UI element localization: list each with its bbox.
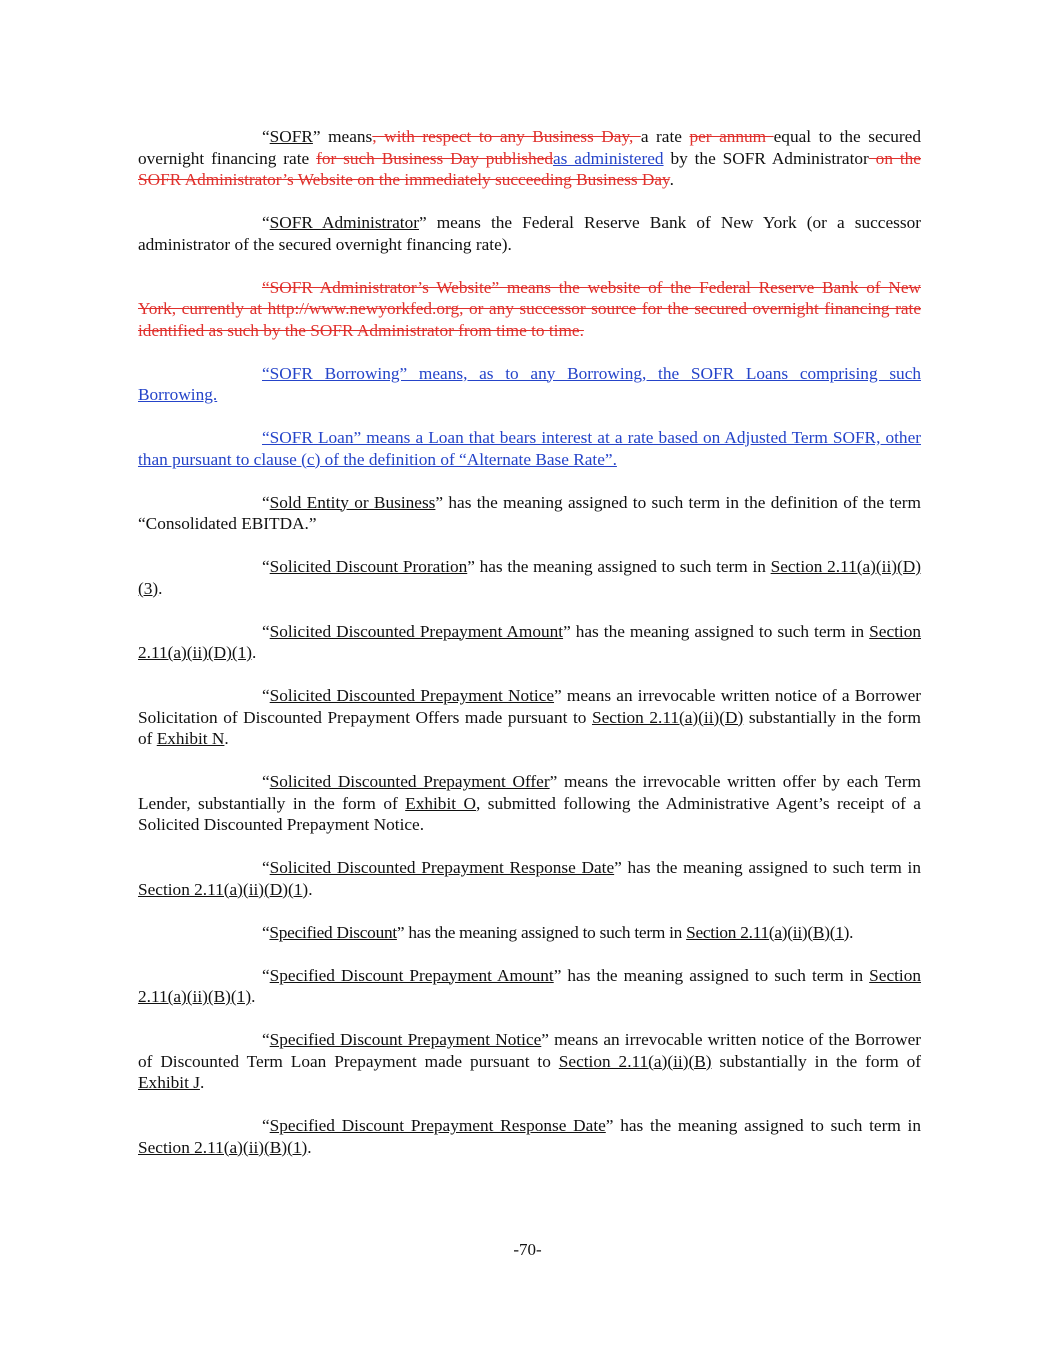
definition-sofr-administrator: “SOFR Administrator” means the Federal Reserve Bank of New York (or a successor administrator of the secured overnight financing rate).	[138, 213, 921, 254]
section-reference: Section 2.11(a)(ii)(D)(3)	[138, 557, 922, 598]
deleted-text: for such Business Day published	[316, 148, 553, 168]
definition-specified-discount-prepayment-notice: “Specified Discount Prepayment Notice” means an irrevocable written notice of the Borrower of Discounted Term Loan Prepayment made pursuant to Section 2.11(a)(ii)(B) substantially in the form of Exhibit J.	[138, 1030, 921, 1092]
defined-term: SOFR	[269, 127, 313, 146]
section-reference: Section 2.11(a)(ii)(D)(1)	[138, 879, 309, 899]
exhibit-reference: Exhibit O	[405, 793, 476, 813]
inserted-text: as administered	[552, 148, 664, 168]
section-reference: Section 2.11(a)(ii)(D)(1)	[138, 621, 921, 662]
definition-solicited-discounted-prepayment-response-date: “Solicited Discounted Prepayment Response Date” has the meaning assigned to such term in Section 2.11(a)(ii)(D)(1).	[138, 858, 921, 899]
definition-solicited-discounted-prepayment-amount: “Solicited Discounted Prepayment Amount” has the meaning assigned to such term in Section 2.11(a)(ii)(D)(1).	[138, 621, 921, 662]
section-reference: Section 2.11(a)(ii)(D)	[591, 707, 744, 727]
document-body	[138, 126, 921, 1180]
section-reference: Section 2.11(a)(ii)(B)	[558, 1051, 712, 1071]
defined-term: SOFR Administrator	[269, 213, 419, 232]
definition-solicited-discounted-prepayment-notice: “Solicited Discounted Prepayment Notice” means an irrevocable written notice of a Borrower Solicitation of Discounted Prepayment Offers made pursuant to Section 2.11(a)(ii)(D) substantially in the form of Exhibit N.	[138, 686, 921, 748]
definition-specified-discount-prepayment-response-date: “Specified Discount Prepayment Response Date” has the meaning assigned to such term in Section 2.11(a)(ii)(B)(1).	[138, 1116, 921, 1157]
inserted-definition-sofr-loan: “SOFR Loan” means a Loan that bears interest at a rate based on Adjusted Term SOFR, other than pursuant to clause (c) of the definition of “Alternate Base Rate”.	[138, 428, 921, 469]
defined-term: Specified Discount Prepayment Response Date	[269, 1116, 606, 1135]
defined-term: Sold Entity or Business	[269, 492, 436, 512]
definition-sold-entity-or-business: “Sold Entity or Business” has the meaning assigned to such term in the definition of the term “Consolidated EBITDA.”	[138, 492, 922, 533]
deleted-definition-sofr-administrators-website: “SOFR Administrator’s Website” means the website of the Federal Reserve Bank of New York, currently at http://www.newyorkfed.org, or any successor source for the secured overnight financing rate identified as such by the SOFR Administrator from time to time.	[138, 277, 921, 340]
section-reference: Section 2.11(a)(ii)(B)(1)	[686, 922, 850, 942]
section-reference: Section 2.11(a)(ii)(B)(1)	[138, 1137, 308, 1157]
exhibit-reference: Exhibit N	[156, 729, 225, 748]
definition-sofr: “SOFR” means, with respect to any Business Day, a rate per annum equal to the secured overnight financing rate for such Business Day publishedas administered by the SOFR Administrator on the SOFR Administrator’s Website on the immediately succeeding Business Day.	[138, 127, 921, 189]
page-number: -70-	[513, 1240, 542, 1259]
defined-term: Specified Discount	[269, 922, 397, 942]
section-reference: Section 2.11(a)(ii)(B)(1)	[138, 965, 922, 1006]
defined-term: Solicited Discounted Prepayment Amount	[269, 621, 564, 641]
defined-term: Specified Discount Prepayment Amount	[269, 965, 554, 985]
defined-term: Solicited Discounted Prepayment Offer	[269, 772, 550, 791]
defined-term: Specified Discount Prepayment Notice	[269, 1030, 542, 1049]
defined-term: Solicited Discounted Prepayment Response Date	[269, 858, 615, 877]
definition-specified-discount: “Specified Discount” has the meaning assigned to such term in Section 2.11(a)(ii)(B)(1).	[262, 922, 854, 942]
definition-solicited-discount-proration: “Solicited Discount Proration” has the meaning assigned to such term in Section 2.11(a)(ii)(D)(3).	[138, 557, 922, 598]
exhibit-reference: Exhibit J	[138, 1073, 200, 1092]
deleted-text: per annum	[689, 127, 774, 146]
defined-term: Solicited Discount Proration	[269, 557, 468, 576]
definition-specified-discount-prepayment-amount: “Specified Discount Prepayment Amount” has the meaning assigned to such term in Section 2.11(a)(ii)(B)(1).	[138, 965, 922, 1006]
defined-term: Solicited Discounted Prepayment Notice	[269, 686, 555, 705]
definition-solicited-discounted-prepayment-offer: “Solicited Discounted Prepayment Offer” means the irrevocable written offer by each Term Lender, substantially in the form of Exhibit O, submitted following the Administrative Agent’s receipt of a Solicited Discounted Prepayment Notice.	[138, 772, 921, 834]
deleted-text: on the SOFR Administrator’s Website on the immediately succeeding Business Day	[138, 148, 921, 189]
deleted-text: , with respect to any Business Day,	[372, 127, 641, 146]
inserted-definition-sofr-borrowing: “SOFR Borrowing” means, as to any Borrowing, the SOFR Loans comprising such Borrowing.	[138, 363, 921, 404]
